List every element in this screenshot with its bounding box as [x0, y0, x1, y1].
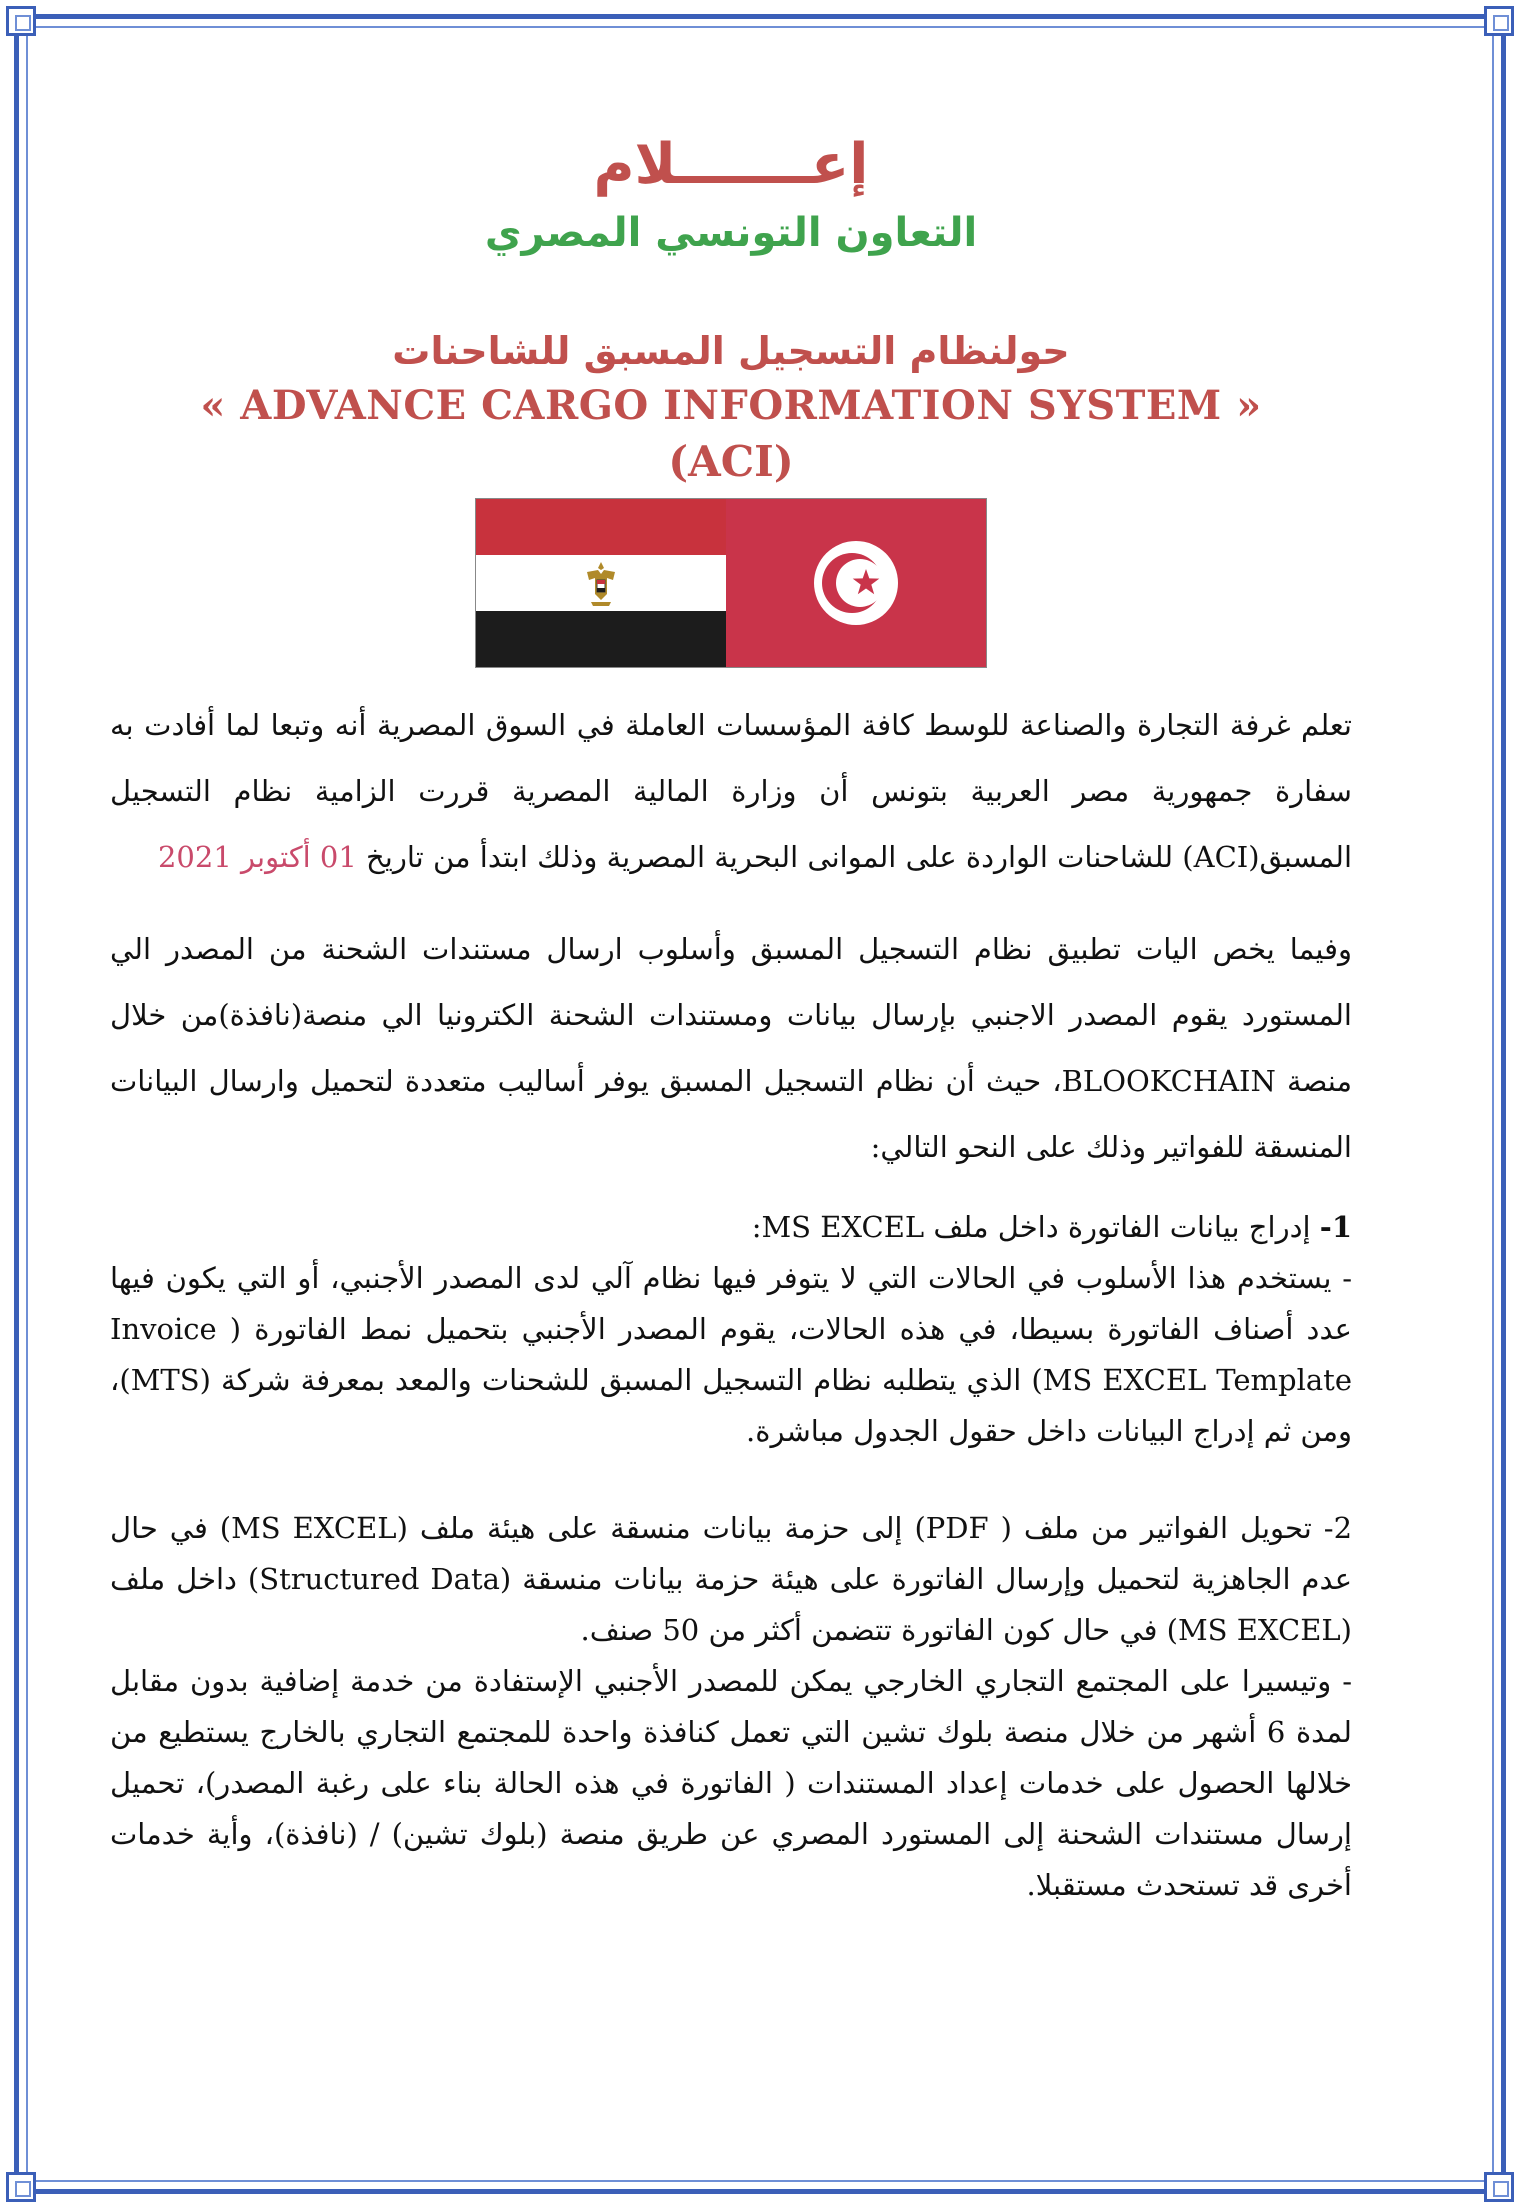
cooperation-subtitle: التعاون التونسي المصري	[484, 210, 978, 256]
eagle-emblem-icon	[583, 558, 619, 608]
tunisia-flag	[726, 499, 986, 667]
section3-paragraph: - وتيسيرا على المجتمع التجاري الخارجي يمكن للمصدر الأجنبي الإستفادة من خدمة إضافية بدون مقابل لمدة 6 أشهر من خلال منصة بلوك تشين التي تعمل كنافذة واحدة للمجتمع التجاري بالخارج يستطيع من خلالها الحصول على خدمات إعداد المستندات ( الفاتورة في هذه الحالة بناء على رغبة المصدر)، تحميل إرسال مستندات الشحنة إلى المستورد المصري عن طريق منصة (بلوك تشين) / (نافذة)، وأية خدمات أخرى قد تستحدث مستقبلا.	[110, 1664, 1352, 1902]
effective-date: 01 أكتوبر 2021	[157, 840, 357, 874]
topic-english-title: « ADVANCE CARGO INFORMATION SYSTEM »	[200, 382, 1262, 429]
border-corner-ornament	[1484, 6, 1514, 36]
mechanism-paragraph: وفيما يخص اليات تطبيق نظام التسجيل المسبق وأسلوب ارسال مستندات الشحنة من المصدر الي المستورد يقوم المصدر الاجنبي بإرسال بيانات ومستندات الشحنة الكترونيا الي منصة(نافذة)من خلال منصة BLOOKCHAIN، حيث أن نظام التسجيل المسبق يوفر أساليب متعددة لتحميل وارسال البيانات المنسقة للفواتير وذلك على النحو التالي:	[110, 932, 1352, 1164]
section1-number: 1-	[1319, 1210, 1352, 1244]
announcement-title: إعـــــــلام	[593, 132, 869, 197]
intro-paragraph	[110, 692, 1352, 890]
topic-abbreviation: (ACI)	[668, 437, 794, 486]
intro-text: تعلم غرفة التجارة والصناعة للوسط كافة المؤسسات العاملة في السوق المصرية أنه وتبعا لما أفادت به سفارة جمهورية مصر العربية بتونس أن وزارة المالية المصرية قررت الزامية نظام التسجيل المسبق(ACI) للشاحنات الواردة على الموانى البحرية المصرية وذلك ابتدأ من تاريخ	[110, 708, 1352, 874]
egypt-flag	[476, 499, 726, 667]
flags-banner	[475, 498, 987, 668]
crescent-star-icon	[726, 499, 986, 667]
document-body	[110, 130, 1352, 2128]
border-corner-ornament	[6, 6, 36, 36]
section1-heading-text: إدراج بيانات الفاتورة داخل ملف MS EXCEL:	[751, 1210, 1320, 1244]
section1-paragraph: - يستخدم هذا الأسلوب في الحالات التي لا يتوفر فيها نظام آلي لدى المصدر الأجنبي، أو التي يكون فيها عدد أصناف الفاتورة بسيطا، في هذه الحالات، يقوم المصدر الأجنبي بتحميل نمط الفاتورة ( Invoice MS EXCEL Template) الذي يتطلبه نظام التسجيل المسبق للشحنات والمعد بمعرفة شركة (MTS)، ومن ثم إدراج البيانات داخل حقول الجدول مباشرة.	[110, 1261, 1352, 1448]
section1-heading	[110, 1202, 1352, 1253]
border-corner-ornament	[6, 2172, 36, 2202]
topic-arabic-title: حولنظام التسجيل المسبق للشاحنات	[392, 329, 1070, 373]
section2-paragraph: 2- تحويل الفواتير من ملف ( PDF) إلى حزمة بيانات منسقة على هيئة ملف (MS EXCEL) في حال عدم الجاهزية لتحميل وإرسال الفاتورة على هيئة حزمة بيانات منسقة (Structured Data) داخل ملف (MS EXCEL) في حال كون الفاتورة تتضمن أكثر من 50 صنف.	[110, 1511, 1353, 1647]
border-corner-ornament	[1484, 2172, 1514, 2202]
